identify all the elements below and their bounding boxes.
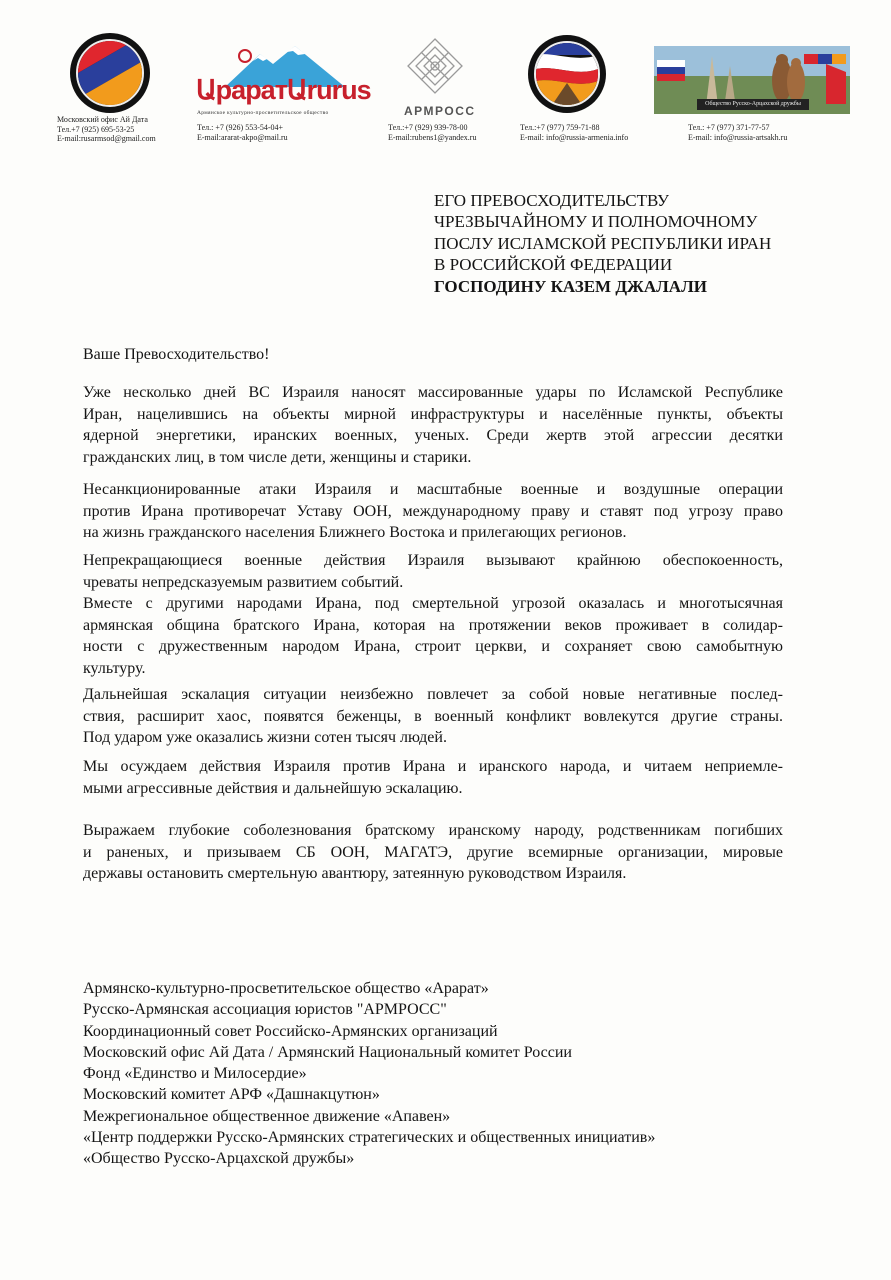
paragraph-line: Вместе с другими народами Ирана, под смертельной угрозой оказалась и многотысячная (83, 595, 783, 612)
contact-line: Тел.:+7 (929) 939-78-00 (388, 123, 468, 132)
contact-line: E-mail:ararat-akpo@mail.ru (197, 132, 288, 142)
signatory: «Общество Русско-Арцахской дружбы» (83, 1150, 355, 1168)
banner-caption: Общество Русско-Арцахской дружбы (697, 99, 809, 110)
paragraph-line: Дальнейшая эскалация ситуации неизбежно повлечет за собой новые негативные послед- (83, 686, 783, 703)
signatory: Фонд «Единство и Милосердие» (83, 1065, 307, 1083)
russia-armenia-logo (528, 35, 606, 113)
signatory: Русско-Армянская ассоциация юристов "АРМРОСС" (83, 1001, 447, 1019)
paragraph-line: Непрекращающиеся военные действия Израиля вызывают крайнюю обеспокоенность, (83, 552, 783, 569)
paragraph-line: культуру. (83, 659, 146, 677)
paragraph-6 (83, 820, 783, 885)
paragraph-line: армянская община братского Ирана, которая на протяжении веков проживает в солидар- (83, 616, 783, 634)
contact-line: E-mail: info@russia-artsakh.ru (688, 132, 788, 142)
ay-data-seal-logo (70, 33, 150, 113)
armenian-flag-icon (78, 41, 142, 105)
signatory: Армянско-культурно-просветительское общество «Арарат» (83, 980, 489, 997)
signatory: Координационный совет Российско-Армянских организаций (83, 1022, 498, 1040)
paragraph-line: и раненых, и призываем СБ ООН, МАГАТЭ, другие всемирные организации, мировые (83, 843, 783, 861)
paragraph-line: Мы осуждаем действия Израиля против Ирана и иранского народа, и читаем неприемле- (83, 758, 783, 775)
paragraph-line: чреваты непредсказуемым развитием событий. (83, 573, 404, 591)
paragraph-line: Выражаем глубокие соболезнования братскому иранскому народу, родственникам погибших (83, 822, 783, 839)
paragraph-line: Уже несколько дней ВС Израиля наносят массированные удары по Исламской Республике (83, 384, 783, 401)
addressee-name: ГОСПОДИНУ КАЗЕМ ДЖАЛАЛИ (434, 276, 707, 296)
signatories-list (83, 978, 655, 1170)
addressee-line: ПОСЛУ ИСЛАМСКОЙ РЕСПУБЛИКИ ИРАН (434, 233, 772, 253)
contact-line: Тел.+7 (925) 695-53-25 (57, 124, 135, 134)
paragraph-line: Иран, нацелившись на объекты мирной инфраструктуры и населённые пункты, объекты (83, 405, 783, 423)
paragraph-5 (83, 756, 783, 799)
ararat-logo-subtitle: Армянское культурно-просветительское общество (197, 110, 329, 116)
contact-line: E-mail:rubens1@yandex.ru (388, 132, 477, 142)
paragraph-line: Под ударом уже оказались жизни сотен тысяч людей. (83, 729, 447, 746)
armross-ornament-icon (406, 37, 464, 95)
paragraph-1 (83, 382, 783, 468)
paragraph-line: гражданских лиц, в том числе дети, женщины и старики. (83, 448, 472, 466)
paragraph-line: мыми агрессивные действия и дальнейшую эскалацию. (83, 779, 463, 797)
signatory: «Центр поддержки Русско-Армянских стратегических и общественных инициатив» (83, 1129, 656, 1147)
ararat-logo-text: ԱраратԱrurus (196, 75, 371, 105)
addressee-block (434, 190, 771, 297)
signatory: Межрегиональное общественное движение «Апавен» (83, 1107, 451, 1125)
contact-line: Тел.: +7 (977) 371-77-57 (688, 123, 770, 132)
signatory: Московский комитет АРФ «Дашнакцутюн» (83, 1086, 380, 1104)
letterhead (0, 0, 891, 160)
paragraph-line: ствия, расширит хаос, появятся беженцы, в военный конфликт вовлекутся другие страны. (83, 707, 783, 725)
paragraph-4 (83, 684, 783, 749)
contact-line: E-mail: info@russia-armenia.info (520, 132, 629, 142)
paragraph-3 (83, 550, 783, 679)
paragraph-line: ядерной энергетики, иранских военных, ученых. Среди жертв этой агрессии десятки (83, 427, 783, 444)
paragraph-line: державы остановить смертельную авантюру, затеянную руководством Израиля. (83, 865, 627, 882)
paragraph-2 (83, 479, 783, 544)
contact-line: Тел.:+7 (977) 759-71-88 (520, 123, 600, 132)
flags-icon (536, 43, 598, 105)
contact-line: Московский офис Ай Дата (57, 115, 148, 124)
paragraph-line: на жизнь гражданского населения Ближнего Востока и прилегающих регионов. (83, 524, 627, 541)
russia-artsakh-banner (654, 46, 850, 114)
contact-line: Тел.: +7 (926) 553-54-04+ (197, 123, 284, 132)
contact-line: E-mail:rusarmsod@gmail.com (57, 134, 156, 143)
paragraph-line: Несанкционированные атаки Израиля и масштабные военные и воздушные операции (83, 481, 783, 498)
addressee-line: В РОССИЙСКОЙ ФЕДЕРАЦИИ (434, 255, 673, 275)
signatory: Московский офис Ай Дата / Армянский Национальный комитет России (83, 1043, 572, 1061)
addressee-line: ЧРЕЗВЫЧАЙНОМУ И ПОЛНОМОЧНОМУ (434, 212, 758, 232)
paragraph-line: против Ирана противоречат Уставу ООН, международному праву и ставят под угрозу право (83, 502, 783, 520)
salutation: Ваше Превосходительство! (83, 346, 270, 363)
paragraph-line: ности с дружественным народом Ирана, строит церкви, и сохраняет свою самобытную (83, 638, 783, 655)
addressee-line: ЕГО ПРЕВОСХОДИТЕЛЬСТВУ (434, 191, 670, 210)
armross-logo-text: АРМРОСС (404, 104, 476, 118)
